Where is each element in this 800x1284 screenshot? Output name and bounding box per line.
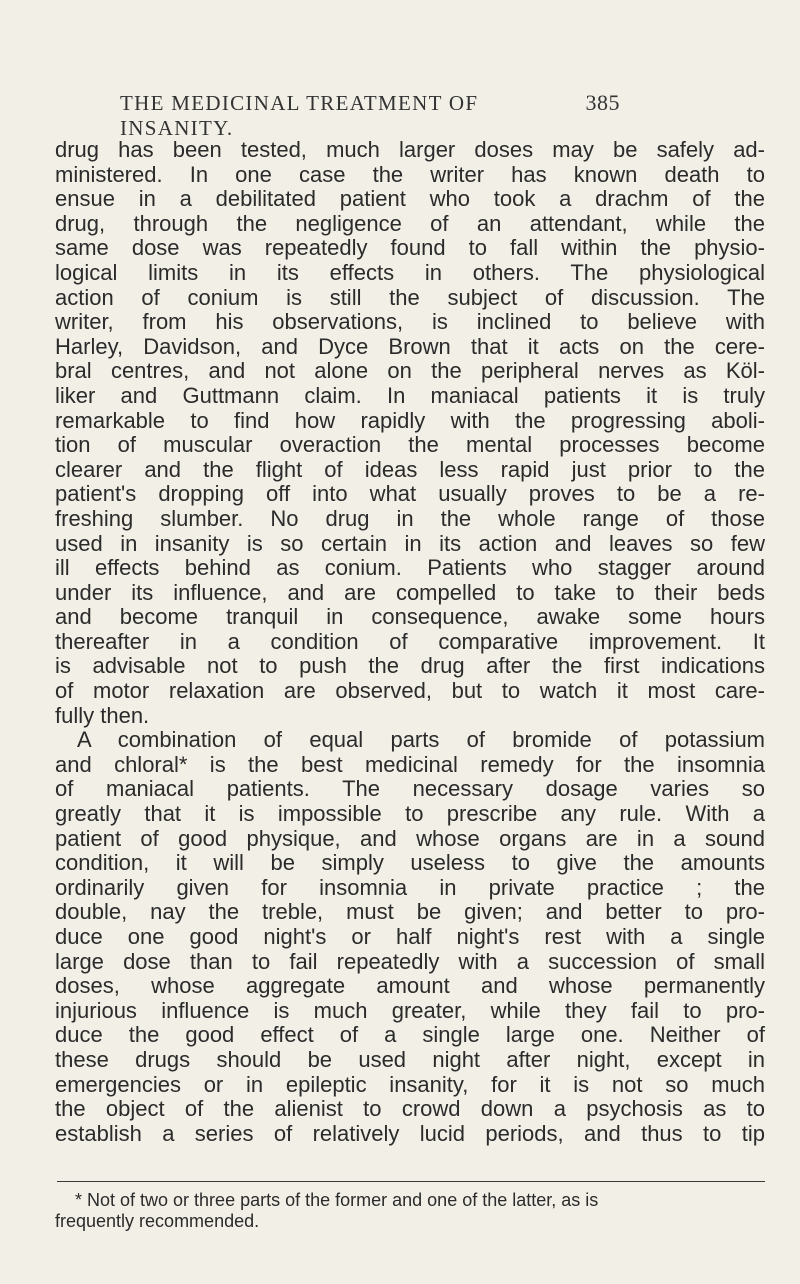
body-line: ill effects behind as conium. Patients who stagger around: [55, 555, 765, 581]
body-line: large dose than to fail repeatedly with a succession of small: [55, 948, 765, 974]
body-line: ensue in a debilitated patient who took a drachm of the: [55, 186, 765, 212]
footnote: [55, 1190, 765, 1232]
body-line: duce the good effect of a single large one. Neither of: [55, 1022, 765, 1048]
page-number: 385: [585, 90, 620, 115]
body-line: these drugs should be used night after night, except in: [55, 1046, 765, 1072]
body-line: the object of the alienist to crowd down a psychosis as to: [55, 1096, 765, 1122]
body-line: logical limits in its effects in others. The physiological: [55, 259, 765, 285]
body-line: and chloral* is the best medicinal remedy for the insomnia: [55, 751, 765, 777]
body-text: [55, 138, 765, 1146]
body-line: ordinarily given for insomnia in private practice ; the: [55, 874, 765, 900]
body-line: injurious influence is much greater, while they fail to pro-: [55, 997, 765, 1023]
body-line: same dose was repeatedly found to fall within the physio-: [55, 235, 765, 261]
body-line: liker and Guttmann claim. In maniacal patients it is truly: [55, 382, 765, 408]
body-line: condition, it will be simply useless to give the amounts: [55, 850, 765, 876]
body-line: ministered. In one case the writer has known death to: [55, 161, 765, 187]
body-line: fully then.: [55, 702, 150, 728]
footnote-line: frequently recommended.: [55, 1211, 260, 1231]
body-line: bral centres, and not alone on the peripheral nerves as Köl-: [55, 358, 765, 384]
body-line: tion of muscular overaction the mental processes become: [55, 432, 765, 458]
body-line: under its influence, and are compelled to take to their beds: [55, 579, 765, 605]
body-line: drug has been tested, much larger doses may be safely ad-: [55, 137, 765, 162]
body-line: double, nay the treble, must be given; and better to pro-: [55, 899, 765, 925]
body-line: thereafter in a condition of comparative improvement. It: [55, 628, 765, 654]
running-title: THE MEDICINAL TREATMENT OF INSANITY.: [120, 91, 479, 140]
body-line: patient of good physique, and whose organs are in a sound: [55, 825, 765, 851]
body-line: doses, whose aggregate amount and whose permanently: [55, 973, 765, 999]
page-header: [120, 90, 620, 141]
body-line: of motor relaxation are observed, but to watch it most care-: [55, 678, 765, 704]
body-line: patient's dropping off into what usually proves to be a re-: [55, 481, 765, 507]
footnote-rule: [57, 1181, 765, 1182]
body-line: is advisable not to push the drug after the first indications: [55, 653, 765, 679]
body-line: remarkable to find how rapidly with the progressing aboli-: [55, 407, 765, 433]
body-line: freshing slumber. No drug in the whole range of those: [55, 505, 765, 531]
body-line: writer, from his observations, is inclined to believe with: [55, 309, 765, 335]
body-line: action of conium is still the subject of discussion. The: [55, 284, 765, 310]
body-line: and become tranquil in consequence, awake some hours: [55, 604, 765, 630]
body-line: greatly that it is impossible to prescribe any rule. With a: [55, 801, 765, 827]
body-line: clearer and the flight of ideas less rapid just prior to the: [55, 456, 765, 482]
body-line: used in insanity is so certain in its action and leaves so few: [55, 530, 765, 556]
footnote-line: * Not of two or three parts of the former and one of the latter, as is: [75, 1190, 599, 1210]
body-line: Harley, Davidson, and Dyce Brown that it acts on the cere-: [55, 333, 765, 359]
body-line: drug, through the negligence of an attendant, while the: [55, 210, 765, 236]
body-line: duce one good night's or half night's rest with a single: [55, 924, 765, 949]
body-line: establish a series of relatively lucid periods, and thus to tip: [55, 1120, 765, 1146]
body-line: of maniacal patients. The necessary dosage varies so: [55, 776, 765, 802]
body-line: emergencies or in epileptic insanity, for it is not so much: [55, 1071, 765, 1097]
body-line: A combination of equal parts of bromide of potassium: [77, 727, 765, 753]
